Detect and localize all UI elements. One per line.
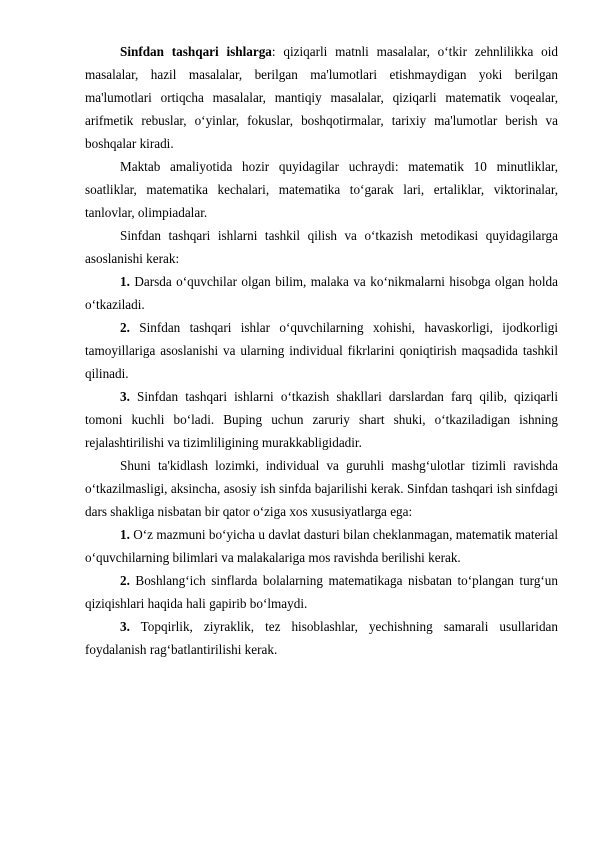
document-page <box>85 40 558 661</box>
paragraph-text: Oʻz mazmuni boʻyicha u davlat dasturi bilan cheklanmagan, matematik material oʻquvchilarning bilimlari va malakalariga mos ravishda berilishi kerak. <box>85 527 558 565</box>
list-number: 1. <box>120 527 130 542</box>
paragraph-text: Topqirlik, ziyraklik, tez hisoblashlar, yechishning samarali usullaridan foydalanish ragʻbatlantirilishi kerak. <box>85 619 558 657</box>
paragraph-feature-2-continuation <box>85 592 558 615</box>
paragraph-principle-1 <box>85 270 558 316</box>
list-number: 2. <box>120 573 130 588</box>
paragraph-feature-3 <box>85 615 558 661</box>
paragraph-principle-2 <box>85 316 558 385</box>
paragraph-text: Darsda oʻquvchilar olgan bilim, malaka va koʻnikmalarni hisobga olgan holda oʻtkaziladi. <box>85 274 558 312</box>
list-number: 1. <box>120 274 130 289</box>
list-number: 3. <box>120 619 130 634</box>
paragraph-text: Sinfdan tashqari ishlar oʻquvchilarning xohishi, havaskorligi, ijodkorligi tamoyillariga asoslanishi va ularning individual fikrlarini qoniqtirish maqsadida tashkil qilinadi. <box>85 320 558 381</box>
paragraph-text: Boshlangʻich sinflarda bolalarning matematikaga nisbatan toʻplangan turgʻun <box>129 573 558 588</box>
paragraph-text: Shuni ta'kidlash lozimki, individual va guruhli mashgʻulotlar tizimli ravishda oʻtkazilmasligi, aksincha, asosiy ish sinfda bajarilishi kerak. Sinfdan tashqari ish sinfdagi dars shakliga nisbatan bir qator oʻziga xos xususiyatlarga ega: <box>85 458 558 519</box>
paragraph-feature-1 <box>85 523 558 569</box>
paragraph-text: Sinfdan tashqari ishlarni tashkil qilish va oʻtkazish metodikasi quyidagilarga asoslanishi kerak: <box>85 228 558 266</box>
list-number: 2. <box>120 320 130 335</box>
paragraph-emphasis <box>85 454 558 523</box>
paragraph-text: qiziqishlari haqida hali gapirib boʻlmaydi. <box>85 596 308 611</box>
paragraph-methodology-intro <box>85 224 558 270</box>
paragraph-feature-2 <box>85 569 558 592</box>
paragraph-text: Sinfdan tashqari ishlarni oʻtkazish shakllari darslardan farq qilib, qiziqarli tomoni kuchli boʻladi. Buping uchun zaruriy shart shuki, oʻtkaziladigan ishning rejalashtirilishi va tizimliligining murakkabligidadir. <box>85 389 558 450</box>
paragraph-activities-list <box>85 40 558 155</box>
paragraph-lead-term: Sinfdan tashqari ishlarga <box>120 44 272 59</box>
paragraph-text: Maktab amaliyotida hozir quyidagilar uchraydi: matematik 10 minutliklar, soatliklar, matematika kechalari, matematika toʻgarak lari, ertaliklar, viktorinalar, tanlovlar, olimpiadalar. <box>85 159 558 220</box>
paragraph-school-practice <box>85 155 558 224</box>
list-number: 3. <box>120 389 130 404</box>
paragraph-text: : qiziqarli matnli masalalar, oʻtkir zehnlilikka oid masalalar, hazil masalalar, berilgan ma'lumotlari etishmaydigan yoki berilgan ma'lumotlari ortiqcha masalalar, mantiqiy masalalar, qiziqarli matematik voqealar, arifmetik rebuslar, oʻyinlar, fokuslar, boshqotirmalar, tarixiy ma'lumotlar berish va boshqalar kiradi. <box>85 44 558 151</box>
paragraph-principle-3 <box>85 385 558 454</box>
